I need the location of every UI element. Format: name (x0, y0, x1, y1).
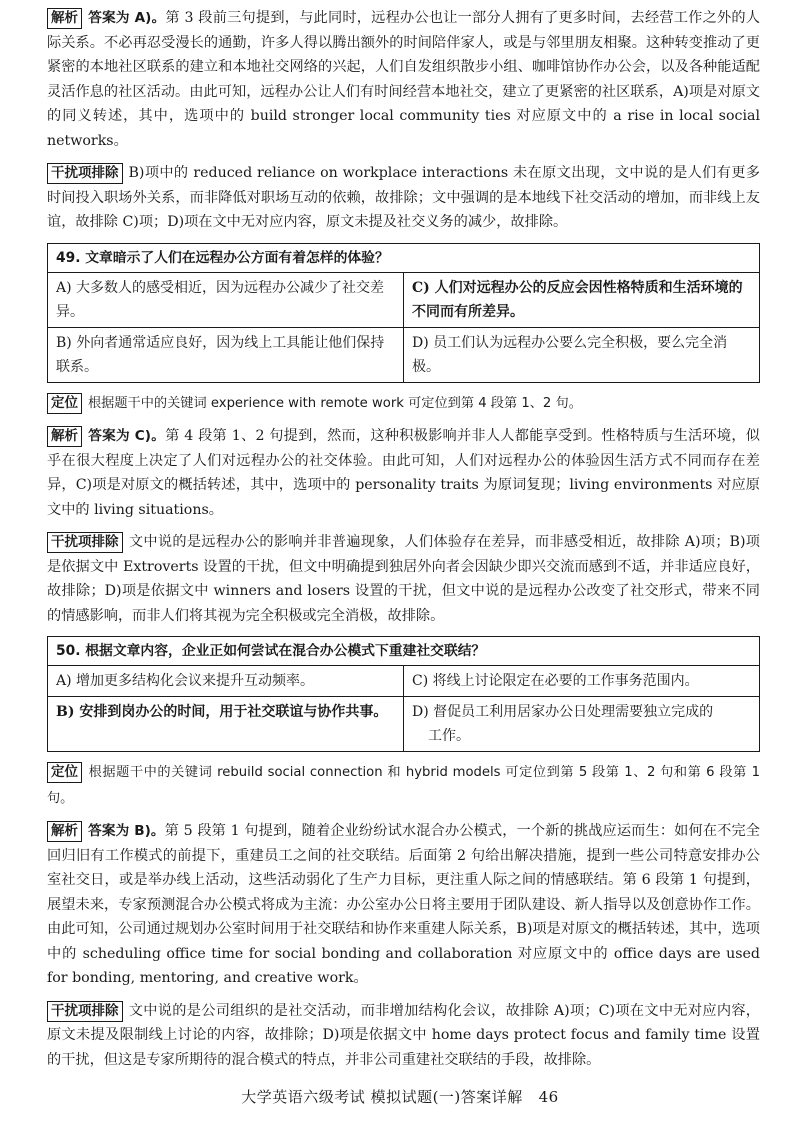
q50-table (47, 636, 760, 752)
answer-label: 答案为 B)。 (88, 823, 165, 839)
analysis-text: 第 5 段第 1 句提到，随着企业纷纷试水混合办公模式，一个新的挑战应运而生：如何在不完全回归旧有工作模式的前提下，重建员工之间的社交联结。后面第 2 句给出解决措施，提到一些公司特意安排办公室社交日，或是举办线上活动，这些活动弱化了生产力目标，更注重人际之间的情感联结。第 6 段第 1 句提到，展望未来，专家预测混合办公模式将成为主流：办公室办公日将主要用于团队建设、新人指导以及创意协作工作。由此可知，公司通过规划办公室时间用于社交联结和协作来重建人际关系，B)项是对原文的概括转述，其中，选项中的 scheduling office time for social bonding and collaboration 对应原文中的 office days are used for bonding, mentoring, and creative work。 (47, 823, 760, 986)
q49-distractor (47, 530, 760, 628)
locate-text: 根据题干中的关键词 experience with remote work 可定位到第 4 段第 1、2 句。 (88, 395, 582, 411)
distractor-tag: 干扰项排除 (47, 163, 123, 184)
q50-locate (47, 760, 760, 811)
analysis-text: 第 4 段第 1、2 句提到，然而，这种积极影响并非人人都能享受到。性格特质与生活环境，似乎在很大程度上决定了人们对远程办公的社交体验。由此可知，人们对远程办公的体验因生活方式不同而存在差异，C)项是对原文的概括转述，其中，选项中的 personality traits 为原词复现；living environments 对应原文中的 living situations。 (47, 428, 760, 518)
q49-option-a: A) 大多数人的感受相近，因为远程办公减少了社交差异。 (48, 272, 404, 327)
q50-stem: 50. 根据文章内容，企业正如何尝试在混合办公模式下重建社交联结？ (48, 637, 760, 666)
q50-analysis (47, 819, 760, 991)
distractor-tag: 干扰项排除 (47, 532, 123, 553)
analysis-tag: 解析 (47, 821, 82, 842)
q50-distractor (47, 999, 760, 1073)
q50-option-d-line2: 工作。 (428, 728, 470, 744)
footer-title: 大学英语六级考试 模拟试题(一)答案详解 (241, 1088, 523, 1106)
q49-locate (47, 391, 760, 417)
q49-stem: 49. 文章暗示了人们在远程办公方面有着怎样的体验？ (48, 243, 760, 272)
distractor-text: 文中说的是远程办公的影响并非普遍现象，人们体验存在差异，而非感受相近，故排除 A)项；B)项是依据文中 Extroverts 设置的干扰，但文中明确提到独居外向者会因缺少即兴交流而感到不适，并非适应良好，故排除；D)项是依据文中 winners and losers 设置的干扰，但文中说的是远程办公改变了社交形式，带来不同的情感影响，而非人们将其视为完全积极或完全消极，故排除。 (47, 534, 760, 624)
answer-label: 答案为 A)。 (88, 10, 166, 26)
q50-option-d (404, 697, 760, 752)
analysis-tag: 解析 (47, 426, 82, 447)
q49-analysis (47, 424, 760, 522)
locate-tag: 定位 (47, 393, 82, 414)
q50-option-c: C) 将线上讨论限定在必要的工作事务范围内。 (404, 666, 760, 697)
q49-table (47, 243, 760, 383)
distractor-text: 文中说的是公司组织的是社交活动，而非增加结构化会议，故排除 A)项；C)项在文中无对应内容，原文未提及限制线上讨论的内容，故排除；D)项是依据文中 home days protect focus and family time 设置的干扰，但这是专家所期待的混合模式的特点，并非公司重建社交联结的手段，故排除。 (47, 1002, 760, 1068)
q49-option-c: C) 人们对远程办公的反应会因性格特质和生活环境的不同而有所差异。 (404, 272, 760, 327)
q50-option-a: A) 增加更多结构化会议来提升互动频率。 (48, 666, 404, 697)
locate-tag: 定位 (47, 762, 82, 783)
q49-option-b: B) 外向者通常适应良好，因为线上工具能让他们保持联系。 (48, 327, 404, 382)
distractor-text: B)项中的 reduced reliance on workplace interactions 未在原文出现，文中说的是人们有更多时间投入职场外关系，而非降低对职场互动的依赖，故排除；文中强调的是本地线下社交活动的增加，而非线上友谊，故排除 C)项；D)项在文中无对应内容，原文未提及社交义务的减少，故排除。 (47, 165, 760, 230)
page-footer (0, 1085, 800, 1110)
answer-label: 答案为 C)。 (88, 428, 166, 444)
q48-analysis (47, 6, 760, 153)
locate-text: 根据题干中的关键词 rebuild social connection 和 hybrid models 可定位到第 5 段第 1、2 句和第 6 段第 1 句。 (47, 765, 760, 806)
q49-option-d: D) 员工们认为远程办公要么完全积极，要么完全消极。 (404, 327, 760, 382)
analysis-tag: 解析 (47, 8, 82, 29)
analysis-text: 第 3 段前三句提到，与此同时，远程办公也让一部分人拥有了更多时间，去经营工作之外的人际关系。不必再忍受漫长的通勤，许多人得以腾出额外的时间陪伴家人，或是与邻里朋友相聚。这种转变推动了更紧密的本地社区联系的建立和本地社交网络的兴起，人们自发组织散步小组、咖啡馆协作办公会，以及各种能适配灵活作息的社区活动。由此可知，远程办公让人们有时间经营本地社交，建立了更紧密的社区联系，A)项是对原文的同义转述，其中，选项中的 build stronger local community ties 对应原文中的 a rise in local social networks。 (47, 10, 760, 149)
page-number: 46 (538, 1088, 559, 1106)
q48-distractor (47, 161, 760, 235)
q50-option-d-line1: D) 督促员工利用居家办公日处理需要独立完成的 (412, 704, 714, 720)
q50-option-b: B) 安排到岗办公的时间，用于社交联谊与协作共事。 (48, 697, 404, 752)
distractor-tag: 干扰项排除 (47, 1001, 123, 1022)
